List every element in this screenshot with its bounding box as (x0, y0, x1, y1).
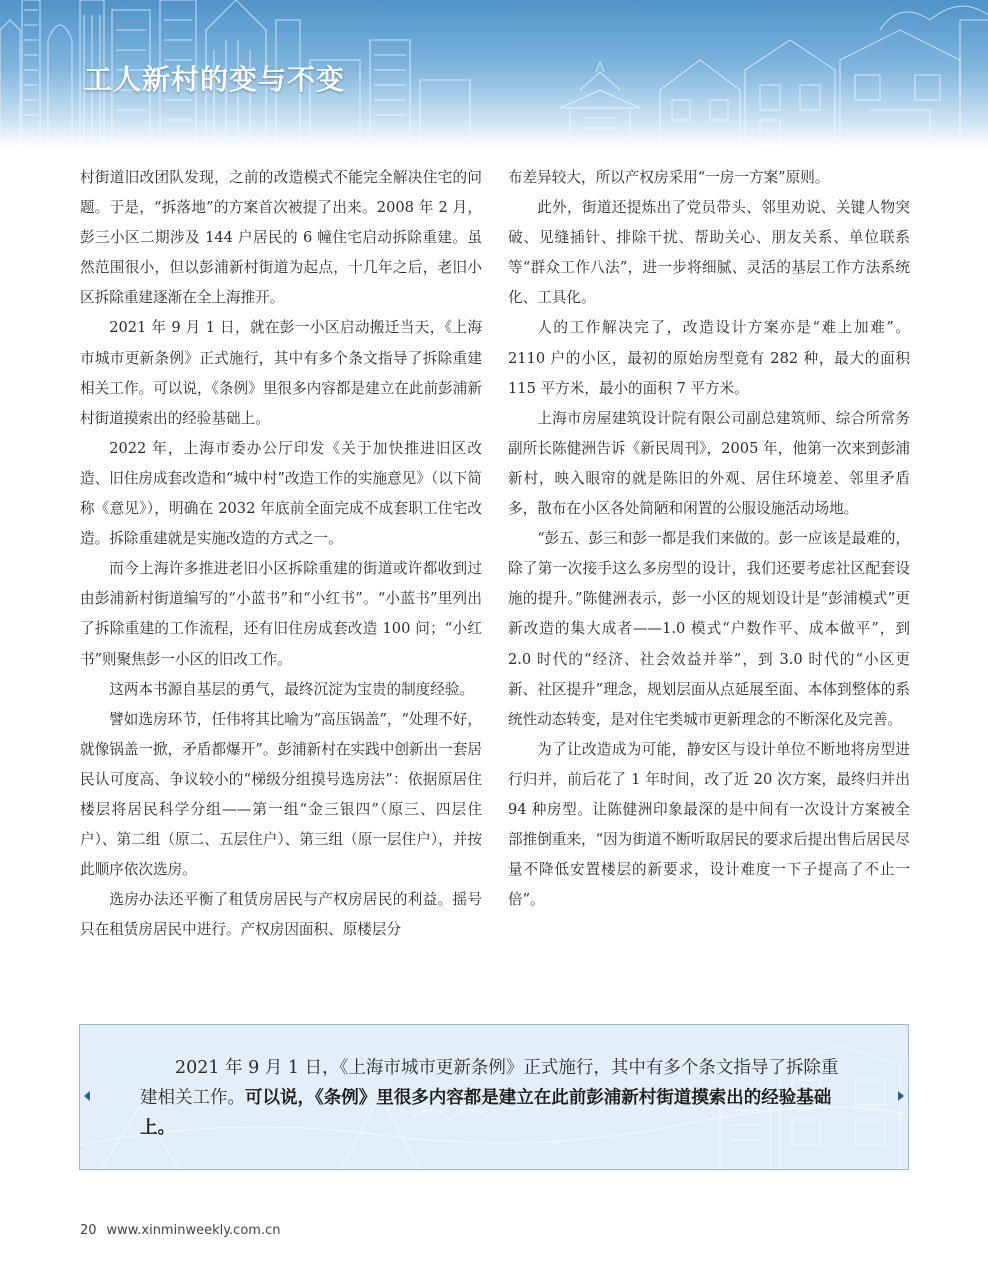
left-column (80, 163, 482, 945)
page-footer (80, 1223, 280, 1238)
paragraph: 2022 年，上海市委办公厅印发《关于加快推进旧区改造、旧住房成套改造和“城中村”改造工作的实施意见》（以下简称《意见》），明确在 2032 年底前全面完成不成套职工住宅改造。拆除重建就是实施改造的方式之一。 (80, 439, 482, 548)
paragraph: 为了让改造成为可能，静安区与设计单位不断地将房型进行归并，前后花了 1 年时间，改了近 20 次方案，最终归并出 94 种房型。让陈健洲印象最深的是中间有一次设计方案被全部推倒重来，“因为街道不断听取居民的要求后提出售后居民尽量不降低安置楼层的新要求，设计难度一下子提高了不止一倍”。 (508, 740, 910, 909)
paragraph: 譬如选房环节，任伟将其比喻为“高压锅盖”，“处理不好，就像锅盖一掀，矛盾都爆开”。彭浦新村在实践中创新出一套居民认可度高、争议较小的“梯级分组摸号选房法”：依据原居住楼层将居民科学分组——第一组“金三银四”（原三、四层住户）、第二组（原二、五层住户）、第三组（原一层住户），并按此顺序依次选房。 (80, 710, 482, 879)
paragraph: 此外，街道还提炼出了党员带头、邻里劝说、关键人物突破、见缝插针、排除干扰、帮助关心、朋友关系、单位联系等“群众工作八法”，进一步将细腻、灵活的基层工作方法系统化、工具化。 (508, 199, 910, 307)
paragraph: 布差异较大，所以产权房采用“一房一方案”原则。 (508, 169, 830, 186)
pull-quote-text (140, 1053, 846, 1143)
left-arrow-icon (84, 1091, 90, 1101)
page-title: 工人新村的变与不变 (84, 63, 346, 96)
right-arrow-icon (898, 1091, 904, 1101)
paragraph: 这两本书源自基层的勇气，最终沉淀为宝贵的制度经验。 (109, 680, 475, 698)
pull-quote-plain: 2021 年 9 月 1 日，《上海市城市更新条例》正式施行，其中有多个条文指导了拆除重建相关工作。 (140, 1058, 839, 1108)
right-column (508, 163, 910, 915)
paragraph: 选房办法还平衡了租赁房居民与产权房居民的利益。摇号只在租赁房居民中进行。产权房因面积、原楼层分 (80, 891, 482, 939)
paragraph: 2021 年 9 月 1 日，就在彭一小区启动搬迁当天，《上海市城市更新条例》正式施行，其中有多个条文指导了拆除重建相关工作。可以说，《条例》里很多内容都是建立在此前彭浦新村街道摸索出的经验基础上。 (80, 319, 482, 427)
pull-quote-bold: 可以说，《条例》里很多内容都是建立在此前彭浦新村街道摸索出的经验基础上。 (140, 1088, 832, 1138)
header-banner (0, 0, 988, 148)
page-number: 20 (80, 1223, 97, 1238)
website-url: www.xinminweekly.com.cn (106, 1223, 281, 1238)
paragraph: 上海市房屋建筑设计院有限公司副总建筑师、综合所常务副所长陈健洲告诉《新民周刊》，2005 年，他第一次来到彭浦新村，映入眼帘的就是陈旧的外观、居住环境差、邻里矛盾多，散布在小区各处简陋和闲置的公服设施活动场地。 (508, 409, 910, 518)
paragraph: “彭五、彭三和彭一都是我们来做的。彭一应该是最难的，除了第一次接手这么多房型的设计，我们还要考虑社区配套设施的提升。”陈健洲表示，彭一小区的规划设计是“彭浦模式”更新改造的集大成者——1.0 模式“户数作平、成本做平”，到 2.0 时代的“经济、社会效益并举”，到 3.0 时代的“小区更新、社区提升”理念，规划层面从点延展至面、本体到整体的系统性动态转变，是对住宅类城市更新理念的不断深化及完善。 (508, 530, 910, 728)
paragraph: 村街道旧改团队发现，之前的改造模式不能完全解决住宅的问题。于是，“拆落地”的方案首次被提了出来。2008 年 2 月，彭三小区二期涉及 144 户居民的 6 幢住宅启动拆除重建。虽然范围很小，但以彭浦新村街道为起点，十几年之后，老旧小区拆除重建逐渐在全上海推开。 (80, 169, 482, 307)
paragraph: 而今上海许多推进老旧小区拆除重建的街道或许都收到过由彭浦新村街道编写的“小蓝书”和“小红书”。“小蓝书”里列出了拆除重建的工作流程，还有旧住房成套改造 100 问；“小红书”则聚焦彭一小区的旧改工作。 (80, 560, 482, 668)
pull-quote-box (79, 1024, 909, 1170)
paragraph: 人的工作解决完了，改造设计方案亦是“难上加难”。2110 户的小区，最初的原始房型竟有 282 种，最大的面积 115 平方米，最小的面积 7 平方米。 (508, 319, 910, 397)
